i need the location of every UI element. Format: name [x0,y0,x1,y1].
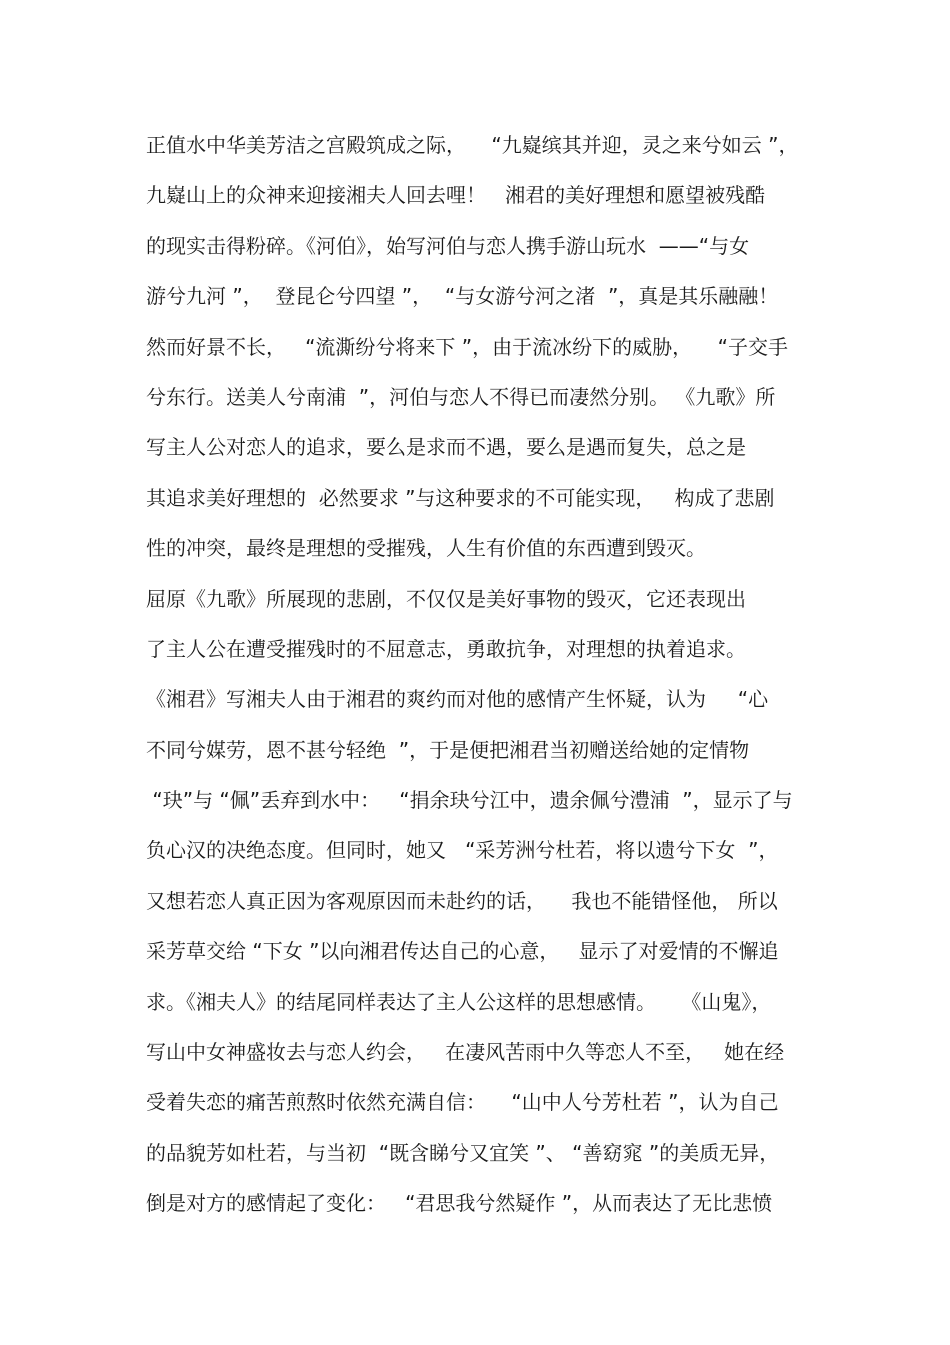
text-line: 的品貌芳如杜若，与当初 “既含睇兮又宜笑 ”、 “善窈窕 ”的美质无异， [146,1140,780,1165]
text-line: 性的冲突，最终是理想的受摧残，人生有价值的东西遭到毁灭。 [146,536,706,561]
text-line: 不同兮媒劳，恩不甚兮轻绝 ”，于是便把湘君当初赠送给她的定情物 [146,737,750,762]
text-line: 写主人公对恋人的追求，要么是求而不遇，要么是遇而复失，总之是 [146,435,746,460]
text-line: 负心汉的决绝态度。但同时，她又 “采芳洲兮杜若，将以遗兮下女 ”， [146,838,779,863]
text-line: 倒是对方的感情起了变化： “君思我兮然疑作 ”，从而表达了无比悲愤 [146,1191,773,1216]
text-line: 又想若恋人真正因为客观原因而未赴约的话， 我也不能错怪他， 所以 [146,888,778,913]
text-line: 游兮九河 ”， 登昆仑兮四望 ”， “与女游兮河之渚 ”，真是其乐融融！ [146,284,779,309]
text-line: “玦”与 “佩”丢弃到水中： “捐余玦兮江中，遗余佩兮澧浦 ”，显示了与 [146,788,793,813]
text-line: 受着失恋的痛苦煎熬时依然充满自信： “山中人兮芳杜若 ”，认为自己 [146,1090,779,1115]
text-line: 九嶷山上的众神来迎接湘夫人回去哩！ 湘君的美好理想和愿望被残酷 [146,183,766,208]
text-line: 求。《湘夫人》的结尾同样表达了主人公这样的思想感情。 《山鬼》， [146,989,772,1014]
text-line: 然而好景不长， “流澌纷兮将来下 ”，由于流冰纷下的威胁， “子交手 [146,334,788,359]
text-line: 兮东行。送美人兮南浦 ”，河伯与恋人不得已而凄然分别。 《九歌》所 [146,384,776,409]
text-line: 的现实击得粉碎。《河伯》，始写河伯与恋人携手游山玩水 ——“与女 [146,233,750,258]
text-line: 正值水中华美芳洁之宫殿筑成之际， “九嶷缤其并迎，灵之来兮如云 ”， [146,133,799,157]
text-line: 其追求美好理想的 必然要求 ”与这种要求的不可能实现， 构成了悲剧 [146,485,775,510]
text-line: 屈原《九歌》所展现的悲剧，不仅仅是美好事物的毁灭，它还表现出 [146,586,746,611]
text-line: 了主人公在遭受摧残时的不屈意志，勇敢抗争，对理想的执着追求。 [146,636,746,661]
text-line: 写山中女神盛妆去与恋人约会， 在凄风苦雨中久等恋人不至， 她在经 [146,1040,785,1065]
body-text [146,120,816,1229]
text-line: 《湘君》写湘夫人由于湘君的爽约而对他的感情产生怀疑，认为 “心 [146,687,769,712]
text-line: 采芳草交给 “下女 ”以向湘君传达自己的心意， 显示了对爱情的不懈追 [146,939,779,964]
